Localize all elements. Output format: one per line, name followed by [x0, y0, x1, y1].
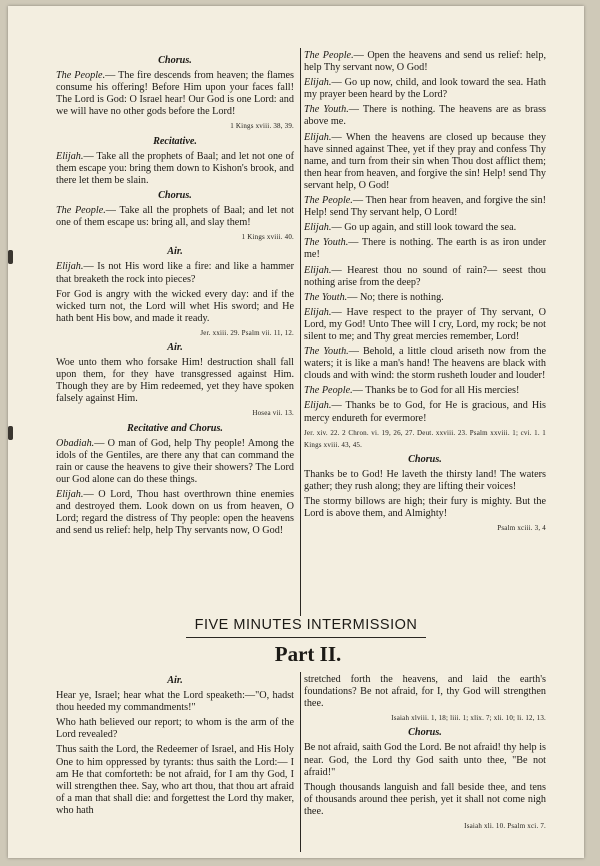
libretto-line [56, 261, 294, 285]
program-page [8, 6, 584, 858]
line-text: — The fire descends from heaven; the flames consume his offering! Before Him upon your faces fall! The Lord is God: O Israel hear! Our God is one Lord: and we will have no other gods before the Lord! [56, 70, 294, 118]
libretto-line [56, 489, 294, 537]
column-left-top [56, 52, 294, 540]
libretto-line: Thus saith the Lord, the Redeemer of Israel, and His Holy One to him oppressed by tyrants: thus saith the Lord:— I am He that comforteth: be not afraid, for I am thy God, I will strengthen thee. Say, who art thou, that thou art afraid of a man that shall die: and forgettest the Lord thy maker, who hath [56, 744, 294, 816]
line-text: — Behold, a little cloud ariseth now from the waters; it is like a man's hand! The heavens are black with clouds and with wind: the storm rusheth louder and louder! [304, 346, 546, 382]
speaker: The People. [304, 385, 353, 397]
binding-hole [8, 426, 13, 440]
speaker: Elijah. [56, 261, 84, 273]
scripture-reference: Isaiah xli. 10. Psalm xci. 7. [464, 822, 546, 831]
speaker: The People. [56, 70, 106, 82]
line-text: — Thanks be to God for all His mercies! [352, 385, 520, 397]
section-heading: Chorus. [408, 727, 442, 739]
libretto-line [304, 77, 546, 101]
section-heading: Recitative. [153, 135, 197, 147]
scripture-reference: Jer. xiv. 22. 2 Chron. vi. 19, 26, 27. Deut. xxviii. 23. Psalm xxviii. 1; cvi. 1. 1 Kings xviii. 43, 45. [304, 428, 546, 449]
speaker: The People. [304, 50, 354, 61]
speaker: The Youth. [304, 237, 349, 249]
libretto-line [304, 265, 546, 289]
column-divider [300, 672, 301, 852]
scripture-reference: Hosea vii. 13. [252, 409, 294, 418]
line-text: — There is nothing. The earth is as iron under me! [304, 237, 546, 261]
line-text: — O Lord, Thou hast overthrown thine enemies and destroyed them. Look down on us from heaven, O Lord; regard the distress of Thy people: open the heavens and send us relief: help, help Thy servants now, O God! [56, 489, 294, 537]
line-text: — Is not His word like a fire: and like a hammer that breaketh the rock into pieces? [56, 261, 294, 285]
scripture-reference: 1 Kings xviii. 38, 39. [230, 122, 294, 131]
libretto-line [304, 346, 546, 382]
scripture-reference: Psalm xciii. 3, 4 [497, 524, 546, 533]
line-text: — Hearest thou no sound of rain?— seest thou nothing arise from the deep? [304, 264, 546, 288]
libretto-line [56, 151, 294, 187]
speaker: Elijah. [304, 131, 332, 143]
speaker: Obadiah. [56, 437, 95, 449]
line-text: — There is nothing. The heavens are as brass above me. [304, 104, 546, 128]
line-text: — Thanks be to God, for He is gracious, and His mercy endureth for evermore! [304, 400, 546, 424]
line-text: — Go up again, and still look toward the sea. [331, 222, 517, 234]
column-left-bottom [56, 672, 294, 820]
speaker: Elijah. [304, 222, 332, 234]
libretto-line [304, 132, 546, 192]
section-heading: Air. [167, 246, 183, 258]
line-text: — Have respect to the prayer of Thy servant, O Lord, my God! Unto Thee will I cry, Lord, my rock; be not silent to me; and Thy great mercies remember, Lord! [304, 306, 546, 342]
libretto-line: Woe unto them who forsake Him! destruction shall fall upon them, for they have transgressed against Him. Though they are by Him redeemed, yet they have spoken falsely against Him. [56, 357, 294, 405]
libretto-line [56, 205, 294, 229]
libretto-line [56, 438, 294, 486]
section-heading: Air. [167, 675, 183, 686]
speaker: The Youth. [304, 104, 349, 116]
scripture-reference: Isaiah xlviii. 1, 18; liii. 1; xlix. 7; xli. 10; li. 12, 13. [391, 714, 546, 723]
speaker: The People. [56, 205, 106, 217]
section-heading: Chorus. [158, 55, 192, 66]
speaker: Elijah. [304, 400, 332, 412]
libretto-line [304, 292, 546, 304]
libretto-line: Who hath believed our report; to whom is the arm of the Lord revealed? [56, 717, 294, 741]
line-text: — Open the heavens and send us relief: help, help Thy servant now, O God! [304, 50, 546, 74]
part-title: Part II. [274, 642, 342, 666]
libretto-line: Be not afraid, saith God the Lord. Be not afraid! thy help is near. God, the Lord thy God saith unto thee, "Be not afraid!" [304, 742, 546, 778]
libretto-line: Hear ye, Israel; hear what the Lord speaketh:—"O, hadst thou heeded my commandments!" [56, 690, 294, 714]
libretto-line: For God is angry with the wicked every day: and if the wicked turn not, the Lord will whet His sword; and He hath bent His bow, and made it ready. [56, 288, 294, 324]
speaker: The Youth. [304, 346, 349, 358]
intermission-banner: FIVE MINUTES INTERMISSION [194, 617, 418, 633]
line-text: — When the heavens are closed up because they have sinned against Thee, yet if they pray and confess Thy name, and turn from their sin when Thou dost afflict them; then hear from heaven, and forgive the sin! Help! send Thy servant help, O God! [304, 131, 546, 191]
section-heading: Chorus. [158, 189, 192, 201]
speaker: Elijah. [304, 306, 332, 318]
libretto-line [56, 70, 294, 118]
line-text: — Go up now, child, and look toward the sea. Hath my prayer been heard by the Lord? [304, 77, 546, 101]
libretto-line [304, 222, 546, 234]
libretto-line [304, 104, 546, 128]
line-text: — No; there is nothing. [347, 291, 444, 303]
speaker: Elijah. [56, 489, 84, 500]
libretto-line: Thanks be to God! He laveth the thirsty land! The waters gather; they rush along; they are lifting their voices! [304, 468, 546, 492]
libretto-line: stretched forth the heavens, and laid the earth's foundations? Be not afraid, for I, thy God will strengthen thee. [304, 674, 546, 710]
scripture-reference: Jer. xxiii. 29. Psalm vii. 11, 12. [200, 328, 294, 337]
speaker: The People. [304, 195, 353, 207]
libretto-line [304, 400, 546, 424]
libretto-line [304, 237, 546, 261]
libretto-line: The stormy billows are high; their fury is mighty. But the Lord is above them, and Almighty! [304, 496, 546, 520]
section-heading: Recitative and Chorus. [127, 422, 223, 434]
binding-hole [8, 250, 13, 264]
column-right-bottom [304, 674, 546, 835]
line-text: — Take all the prophets of Baal; and let not one of them escape you: bring them down to Kishon's brook, and there let them be slain. [56, 150, 294, 186]
speaker: Elijah. [56, 150, 84, 162]
column-divider [300, 48, 301, 616]
section-heading: Chorus. [408, 453, 442, 465]
line-text: — O man of God, help Thy people! Among the idols of the Gentiles, are there any that can command the rain or cause the heavens to give their showers? The Lord our God alone can do these things. [56, 437, 294, 485]
libretto-line [304, 195, 546, 219]
column-right-top [304, 50, 546, 537]
line-text: — Take all the prophets of Baal; and let not one of them escape us: bring all, and slay them! [56, 205, 294, 229]
section-heading: Air. [167, 341, 183, 353]
libretto-line [304, 385, 546, 397]
scripture-reference: 1 Kings xviii. 40. [241, 233, 294, 242]
libretto-line: Though thousands languish and fall beside thee, and tens of thousands around thee perish, yet it shall not come nigh thee. [304, 781, 546, 817]
line-text: — Then hear from heaven, and forgive the sin! Help! send Thy servant help, O Lord! [304, 195, 546, 219]
libretto-line [304, 307, 546, 343]
speaker: Elijah. [304, 264, 332, 276]
libretto-line [304, 50, 546, 74]
speaker: Elijah. [304, 77, 332, 89]
banner-rule [186, 637, 426, 638]
speaker: The Youth. [304, 291, 348, 303]
